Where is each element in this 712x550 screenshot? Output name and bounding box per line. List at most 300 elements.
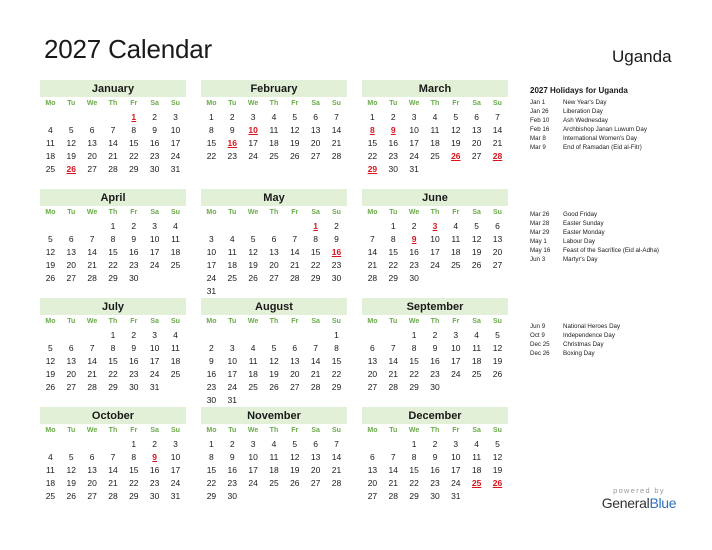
day: 24: [248, 478, 258, 488]
day: 26: [471, 260, 482, 270]
day: 25: [269, 151, 279, 161]
day: 13: [367, 465, 378, 475]
holiday-item: [530, 229, 659, 238]
weekday-label: Th: [430, 318, 440, 325]
day: 20: [87, 151, 97, 161]
day: 2: [229, 439, 235, 449]
day: 30: [409, 273, 419, 283]
day: 18: [170, 247, 181, 257]
weekday-label: Fr: [452, 427, 460, 434]
weekday-label: Sa: [311, 318, 320, 325]
month-december: [362, 407, 508, 503]
day: 27: [66, 273, 76, 283]
day-grid: [362, 438, 508, 503]
weekday-label: Sa: [472, 318, 481, 325]
day: 6: [271, 234, 277, 244]
day: 24: [170, 478, 181, 488]
day: 2: [432, 439, 438, 449]
day: 23: [206, 382, 217, 392]
empty-cell: [40, 220, 61, 233]
day: 30: [206, 395, 217, 405]
day: 26: [290, 478, 300, 488]
holiday-day: 3: [432, 221, 438, 231]
day: 7: [390, 343, 396, 353]
day: 12: [248, 247, 258, 257]
holiday-day: 16: [227, 138, 237, 148]
weekday-label: Th: [269, 427, 279, 434]
day: 10: [451, 343, 461, 353]
day: 24: [451, 478, 461, 488]
day: 30: [129, 273, 139, 283]
weekday-header: [201, 207, 347, 218]
day: 3: [152, 221, 157, 231]
day: 21: [492, 138, 503, 148]
day-grid: [40, 111, 186, 176]
empty-cell: [82, 220, 103, 233]
weekday-label: Sa: [472, 100, 481, 107]
day: 30: [331, 273, 342, 283]
day: 3: [152, 330, 157, 340]
day: 4: [48, 452, 53, 462]
month-april: [40, 189, 186, 285]
day: 15: [108, 356, 118, 366]
day: 1: [334, 330, 339, 340]
empty-cell: [61, 111, 82, 124]
day: 31: [409, 164, 419, 174]
weekday-label: Th: [269, 209, 279, 216]
weekday-label: Tu: [389, 318, 398, 325]
day: 12: [45, 247, 56, 257]
day: 5: [495, 330, 500, 340]
weekday-label: Sa: [150, 318, 159, 325]
weekday-label: Sa: [311, 427, 320, 434]
weekday-header: [362, 425, 508, 436]
day: 7: [292, 234, 298, 244]
day: 15: [367, 138, 378, 148]
holiday-item: [530, 247, 659, 256]
day: 6: [89, 125, 95, 135]
weekday-label: Sa: [150, 100, 159, 107]
day: 23: [331, 260, 342, 270]
day-grid: [201, 111, 347, 163]
day: 20: [66, 260, 76, 270]
day: 2: [131, 330, 137, 340]
day: 18: [471, 465, 482, 475]
day: 13: [367, 356, 378, 366]
day-grid: [362, 111, 508, 176]
day: 19: [66, 151, 76, 161]
day: 18: [170, 356, 181, 366]
holiday-name: Good Friday: [563, 211, 598, 218]
weekday-label: Mo: [367, 427, 378, 434]
holiday-date: May 1: [530, 237, 547, 245]
day: 23: [129, 369, 139, 379]
day: 25: [170, 260, 181, 270]
day: 23: [409, 260, 419, 270]
holiday-name: End of Ramadan (Eid al-Fitr): [563, 143, 642, 151]
holiday-day: 26: [492, 478, 503, 488]
day: 21: [331, 138, 342, 148]
day: 7: [334, 112, 339, 122]
day: 27: [310, 478, 321, 488]
day: 7: [334, 439, 339, 449]
day: 26: [66, 491, 76, 501]
empty-cell: [61, 438, 82, 451]
day: 26: [248, 273, 258, 283]
day: 22: [108, 369, 118, 379]
day: 10: [149, 234, 160, 244]
holiday-date: Jun 9: [530, 323, 546, 330]
day: 5: [68, 452, 74, 462]
holiday-date: Oct 9: [530, 331, 545, 339]
day: 17: [170, 465, 181, 475]
day: 21: [108, 151, 118, 161]
holiday-name: Easter Monday: [563, 228, 605, 236]
day: 7: [495, 112, 500, 122]
day: 8: [334, 343, 339, 353]
day: 17: [248, 138, 258, 148]
day: 20: [367, 369, 378, 379]
weekday-label: Mo: [206, 318, 217, 325]
holiday-name: Boxing Day: [563, 349, 595, 357]
empty-cell: [284, 329, 305, 342]
weekday-header: [40, 316, 186, 327]
weekday-label: Th: [269, 100, 279, 107]
day: 28: [331, 151, 342, 161]
day: 11: [430, 125, 440, 135]
day: 21: [388, 478, 398, 488]
month-name: July: [40, 298, 186, 315]
day: 20: [269, 260, 279, 270]
weekday-label: Tu: [67, 318, 76, 325]
day: 11: [269, 125, 279, 135]
day: 28: [388, 382, 398, 392]
empty-cell: [243, 220, 264, 233]
day: 6: [370, 343, 375, 353]
holiday-date: Jun 3: [530, 255, 546, 263]
day: 22: [331, 369, 342, 379]
day: 25: [430, 151, 440, 161]
day: 10: [170, 125, 181, 135]
day: 12: [290, 452, 300, 462]
day: 7: [313, 343, 318, 353]
day: 30: [129, 382, 139, 392]
day: 24: [206, 273, 217, 283]
holiday-name: Easter Sunday: [563, 219, 604, 227]
holiday-date: Mar 26: [530, 211, 550, 218]
day: 31: [206, 286, 217, 296]
day: 13: [471, 125, 482, 135]
day: 14: [108, 138, 118, 148]
day: 1: [209, 112, 214, 122]
month-name: December: [362, 407, 508, 424]
empty-cell: [40, 111, 61, 124]
day: 25: [45, 164, 56, 174]
day: 28: [108, 164, 118, 174]
weekday-label: Mo: [367, 209, 378, 216]
day: 27: [310, 151, 321, 161]
weekday-label: Su: [332, 100, 341, 107]
empty-cell: [201, 329, 222, 342]
weekday-header: [40, 207, 186, 218]
weekday-label: Mo: [206, 427, 217, 434]
day: 21: [87, 260, 97, 270]
holiday-date: Feb 16: [530, 125, 550, 133]
day: 2: [432, 330, 438, 340]
day: 3: [229, 343, 235, 353]
day: 12: [471, 234, 482, 244]
day: 31: [149, 382, 160, 392]
day: 23: [129, 260, 139, 270]
day: 22: [206, 478, 217, 488]
day: 29: [310, 273, 321, 283]
weekday-label: Sa: [472, 209, 481, 216]
day: 14: [492, 125, 503, 135]
day: 3: [209, 234, 214, 244]
day: 19: [66, 478, 76, 488]
day: 22: [409, 478, 419, 488]
day: 19: [492, 356, 503, 366]
day: 6: [89, 452, 95, 462]
day: 31: [451, 491, 461, 501]
weekday-label: Fr: [452, 209, 460, 216]
weekday-label: Tu: [389, 427, 398, 434]
holiday-name: Martyr's Day: [563, 255, 598, 263]
empty-cell: [103, 438, 124, 451]
day: 29: [206, 491, 217, 501]
day: 24: [149, 260, 160, 270]
holiday-date: Mar 8: [530, 134, 546, 142]
day: 22: [129, 478, 139, 488]
day: 19: [492, 465, 503, 475]
day: 25: [170, 369, 181, 379]
day: 26: [290, 151, 300, 161]
day: 11: [46, 465, 55, 475]
weekday-label: We: [86, 100, 98, 107]
day: 21: [108, 478, 118, 488]
empty-cell: [222, 329, 243, 342]
day: 28: [367, 273, 378, 283]
day: 4: [271, 112, 277, 122]
holiday-date: Feb 10: [530, 116, 550, 124]
weekday-label: Th: [108, 209, 118, 216]
day-grid: [201, 220, 347, 298]
day: 18: [227, 260, 237, 270]
day: 16: [129, 356, 139, 366]
weekday-label: Mo: [45, 318, 56, 325]
day: 28: [310, 382, 321, 392]
day: 4: [229, 234, 235, 244]
holiday-name: International Women's Day: [563, 134, 637, 142]
day: 27: [66, 382, 76, 392]
day: 2: [209, 343, 214, 353]
empty-cell: [40, 329, 61, 342]
weekday-header: [201, 425, 347, 436]
day: 24: [409, 151, 419, 161]
weekday-label: Th: [108, 100, 118, 107]
day: 7: [110, 452, 116, 462]
holiday-date: Dec 25: [530, 340, 550, 348]
day: 12: [290, 125, 300, 135]
day: 4: [474, 439, 479, 449]
weekday-header: [362, 316, 508, 327]
holiday-day: 10: [248, 125, 258, 135]
powered-by-text: powered by: [613, 486, 665, 495]
day: 27: [87, 164, 97, 174]
holiday-name: National Heroes Day: [563, 323, 621, 330]
weekday-label: We: [247, 318, 259, 325]
day: 29: [108, 382, 118, 392]
day: 14: [87, 247, 97, 257]
day: 5: [495, 439, 500, 449]
weekday-label: Su: [171, 100, 180, 107]
empty-cell: [82, 329, 103, 342]
day: 21: [367, 260, 378, 270]
day: 28: [87, 273, 97, 283]
holiday-date: May 16: [530, 246, 551, 254]
weekday-label: Th: [430, 427, 440, 434]
day: 20: [471, 138, 482, 148]
day: 4: [474, 330, 479, 340]
weekday-label: Th: [108, 427, 118, 434]
day: 16: [409, 247, 419, 257]
day: 15: [388, 247, 398, 257]
month-may: [201, 189, 347, 298]
day: 13: [310, 452, 321, 462]
day: 15: [409, 465, 419, 475]
month-name: April: [40, 189, 186, 206]
holiday-item: [530, 332, 620, 341]
day: 30: [149, 164, 160, 174]
day: 22: [310, 260, 321, 270]
holiday-name: Ash Wednesday: [563, 116, 608, 124]
day: 17: [451, 465, 461, 475]
day: 17: [149, 356, 160, 366]
weekday-label: Tu: [67, 209, 76, 216]
day: 23: [227, 478, 237, 488]
day: 12: [492, 452, 503, 462]
day: 12: [45, 356, 56, 366]
day: 3: [173, 112, 178, 122]
day: 1: [411, 330, 417, 340]
day: 11: [171, 234, 180, 244]
empty-cell: [362, 438, 383, 451]
day: 28: [87, 382, 97, 392]
month-name: September: [362, 298, 508, 315]
day: 25: [227, 273, 237, 283]
day: 20: [310, 465, 321, 475]
day: 11: [472, 343, 482, 353]
day: 9: [131, 343, 137, 353]
day: 5: [48, 343, 53, 353]
day: 13: [87, 138, 97, 148]
weekday-label: Sa: [472, 427, 481, 434]
day: 25: [471, 369, 482, 379]
day: 15: [206, 465, 217, 475]
weekday-header: [362, 207, 508, 218]
day: 6: [495, 221, 500, 231]
day: 28: [388, 491, 398, 501]
day: 8: [209, 452, 214, 462]
day: 23: [430, 478, 440, 488]
day: 13: [310, 125, 321, 135]
day: 11: [248, 356, 258, 366]
day: 20: [492, 247, 503, 257]
day: 3: [173, 439, 178, 449]
weekday-label: Sa: [150, 209, 159, 216]
holiday-day: 1: [131, 112, 137, 122]
day: 12: [66, 138, 76, 148]
day: 6: [474, 112, 479, 122]
day: 9: [152, 125, 157, 135]
day-grid: [40, 329, 186, 394]
holiday-item: [530, 211, 659, 220]
day: 2: [229, 112, 235, 122]
day: 27: [367, 491, 378, 501]
day: 10: [149, 343, 160, 353]
day: 13: [66, 356, 76, 366]
day: 7: [390, 452, 396, 462]
day: 15: [129, 138, 139, 148]
weekday-label: Su: [332, 209, 341, 216]
day: 8: [313, 234, 318, 244]
weekday-label: Fr: [291, 427, 299, 434]
weekday-label: Tu: [228, 209, 237, 216]
day: 1: [209, 439, 214, 449]
day: 14: [310, 356, 321, 366]
day: 16: [430, 465, 440, 475]
holiday-item: [530, 144, 647, 153]
day: 20: [367, 478, 378, 488]
month-march: [362, 80, 508, 176]
empty-cell: [305, 329, 326, 342]
holiday-day: 29: [367, 164, 378, 174]
day: 4: [48, 125, 53, 135]
day: 8: [209, 125, 214, 135]
day: 9: [229, 452, 235, 462]
weekday-label: Mo: [206, 209, 217, 216]
day: 30: [388, 164, 398, 174]
weekday-label: Su: [171, 427, 180, 434]
holiday-item: [530, 108, 647, 117]
weekday-label: Mo: [367, 100, 378, 107]
empty-cell: [383, 438, 404, 451]
day: 9: [432, 452, 438, 462]
day: 20: [290, 369, 300, 379]
day: 6: [370, 452, 375, 462]
day: 23: [227, 151, 237, 161]
day: 28: [290, 273, 300, 283]
weekday-label: We: [86, 427, 98, 434]
weekday-label: Tu: [67, 100, 76, 107]
day: 10: [409, 125, 419, 135]
day: 9: [131, 234, 137, 244]
holiday-item: [530, 256, 659, 265]
empty-cell: [243, 329, 264, 342]
weekday-label: Sa: [311, 100, 320, 107]
day: 13: [269, 247, 279, 257]
holiday-group: [530, 211, 659, 264]
day-grid: [362, 329, 508, 394]
day: 15: [409, 356, 419, 366]
holiday-name: Liberation Day: [563, 107, 603, 115]
weekday-label: Tu: [228, 427, 237, 434]
weekday-label: Sa: [150, 427, 159, 434]
day: 4: [173, 330, 178, 340]
day: 24: [451, 369, 461, 379]
day: 15: [310, 247, 321, 257]
holiday-date: Dec 26: [530, 349, 550, 357]
